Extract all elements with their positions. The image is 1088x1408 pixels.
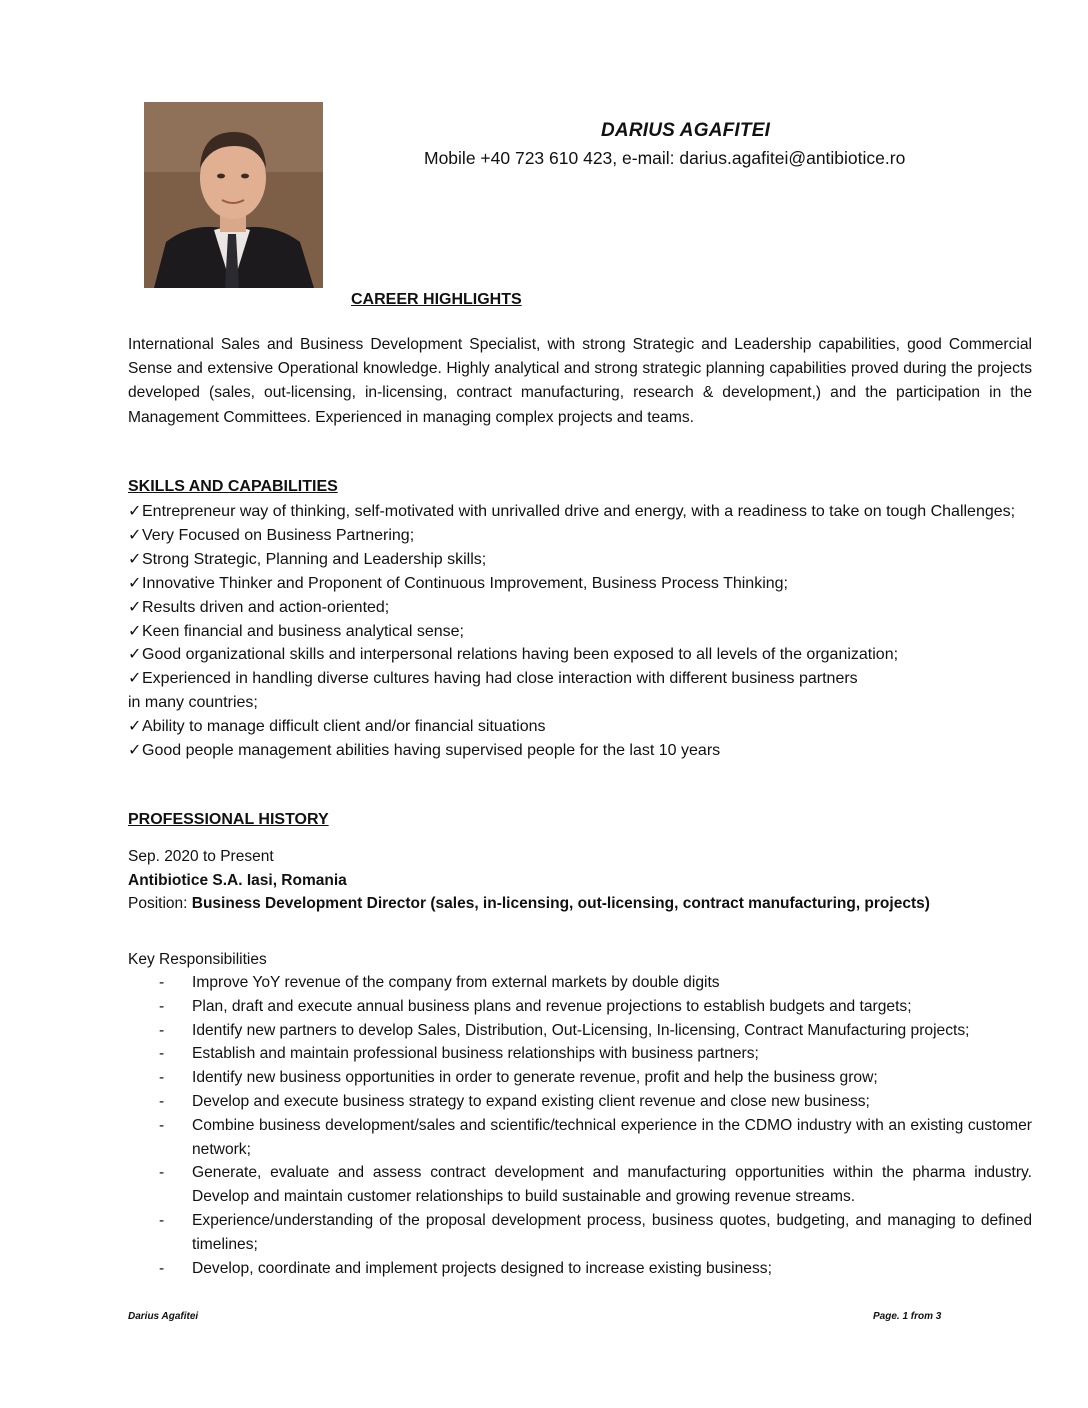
skills-heading: SKILLS AND CAPABILITIES: [128, 478, 338, 495]
list-item: [128, 500, 1038, 524]
list-item: [128, 1257, 1032, 1281]
dash-bullet: -: [159, 974, 165, 991]
contact-line: Mobile +40 723 610 423, e-mail: darius.agafitei@antibiotice.ro: [424, 148, 906, 168]
checkmark-icon: ✓: [128, 598, 142, 616]
key-responsibilities-label: Key Responsibilities: [128, 951, 267, 968]
skill-text: Results driven and action-oriented;: [142, 598, 390, 616]
dash-bullet: -: [159, 1164, 165, 1182]
responsibility-text: Experience/understanding of the proposal development process, business quotes, budgeting, and managing to defined timelines;: [192, 1211, 1032, 1253]
responsibility-text: Combine business development/sales and scientific/technical experience in the CDMO industry with an existing customer network;: [192, 1116, 1032, 1158]
job-date-range: Sep. 2020 to Present: [128, 848, 274, 865]
responsibility-text: Plan, draft and execute annual business plans and revenue projections to establish budgets and targets;: [192, 997, 912, 1015]
skill-text: Experienced in handling diverse cultures having had close interaction with different business partners: [142, 670, 858, 688]
checkmark-icon: ✓: [128, 670, 142, 688]
checkmark-icon: ✓: [128, 742, 142, 760]
position-label: Position:: [128, 895, 192, 912]
job-position: [128, 892, 948, 916]
footer-author: Darius Agafitei: [128, 1311, 199, 1322]
career-summary: International Sales and Business Development Specialist, with strong Strategic and Leadership capabilities, good Commercial Sense and extensive Operational knowledge. Highly analytical and strong strategic planning capabilities proved during the projects developed (sales, out-licensing, in-licensing, contract manufacturing, research & development,) and the participation in the Management Committees. Experienced in managing complex projects and teams.: [128, 336, 1032, 426]
list-item: [128, 1090, 1032, 1114]
list-item: [128, 643, 1038, 667]
list-item: [128, 524, 1038, 548]
list-item: [128, 1019, 1032, 1043]
responsibility-text: Develop and execute business strategy to expand existing client revenue and close new business;: [192, 1092, 870, 1110]
dash-bullet: -: [159, 997, 165, 1015]
checkmark-icon: ✓: [128, 574, 142, 592]
responsibility-text: Develop, coordinate and implement projects designed to increase existing business;: [192, 1259, 772, 1277]
list-item-continuation: [128, 691, 1038, 715]
portrait-image: [144, 102, 323, 288]
responsibility-text: Identify new partners to develop Sales, Distribution, Out-Licensing, In-licensing, Contract Manufacturing projects;: [192, 1021, 970, 1039]
position-title: Business Development Director (sales, in-licensing, out-licensing, contract manufacturing, projects): [191, 895, 930, 912]
dash-bullet: -: [159, 1021, 165, 1039]
list-item: [128, 596, 1038, 620]
dash-bullet: -: [159, 1069, 165, 1087]
dash-bullet: -: [159, 1259, 165, 1277]
candidate-name: DARIUS AGAFITEI: [601, 120, 771, 141]
list-item: [128, 995, 1032, 1019]
list-item: [128, 1114, 1032, 1162]
responsibilities-list: [128, 971, 1032, 1280]
list-item: [128, 572, 1038, 596]
skill-text: Strong Strategic, Planning and Leadership skills;: [142, 550, 487, 568]
profile-photo: [144, 102, 323, 288]
skill-text: Innovative Thinker and Proponent of Continuous Improvement, Business Process Thinking;: [142, 574, 788, 592]
list-item: [128, 1066, 1032, 1090]
checkmark-icon: ✓: [128, 550, 142, 568]
responsibility-text: Improve YoY revenue of the company from external markets by double digits: [192, 974, 720, 991]
footer-page-number: Page. 1 from 3: [873, 1311, 942, 1322]
skill-text: Entrepreneur way of thinking, self-motivated with unrivalled drive and energy, with a readiness to take on tough Challenges;: [142, 503, 1016, 520]
responsibility-text: Identify new business opportunities in order to generate revenue, profit and help the business grow;: [192, 1069, 878, 1087]
list-item: [128, 1161, 1032, 1209]
skill-text: in many countries;: [128, 694, 258, 712]
list-item: [128, 739, 1038, 763]
skill-text: Keen financial and business analytical sense;: [142, 622, 464, 640]
skills-list: [128, 500, 1038, 763]
list-item: [128, 1209, 1032, 1257]
skill-text: Good organizational skills and interpersonal relations having been exposed to all levels of the organization;: [142, 646, 899, 664]
checkmark-icon: ✓: [128, 503, 142, 520]
dash-bullet: -: [159, 1116, 165, 1134]
dash-bullet: -: [159, 1045, 165, 1063]
checkmark-icon: ✓: [128, 526, 142, 544]
list-item: [128, 971, 1032, 995]
list-item: [128, 620, 1038, 644]
checkmark-icon: ✓: [128, 622, 142, 640]
professional-history-heading: PROFESSIONAL HISTORY: [128, 811, 329, 828]
skill-text: Ability to manage difficult client and/or financial situations: [142, 718, 546, 736]
skill-text: Good people management abilities having supervised people for the last 10 years: [142, 742, 721, 760]
dash-bullet: -: [159, 1211, 165, 1229]
job-company: Antibiotice S.A. Iasi, Romania: [128, 872, 347, 889]
list-item: [128, 715, 1038, 739]
responsibility-text: Generate, evaluate and assess contract development and manufacturing opportunities within the pharma industry. Develop and maintain customer relationships to build sustainable and growing revenue streams.: [192, 1164, 1032, 1206]
responsibility-text: Establish and maintain professional business relationships with business partners;: [192, 1045, 759, 1063]
dash-bullet: -: [159, 1092, 165, 1110]
checkmark-icon: ✓: [128, 718, 142, 736]
skill-text: Very Focused on Business Partnering;: [142, 526, 415, 544]
list-item: [128, 548, 1038, 572]
career-highlights-heading: CAREER HIGHLIGHTS: [351, 291, 522, 308]
list-item: [128, 667, 1038, 691]
list-item: [128, 1042, 1032, 1066]
checkmark-icon: ✓: [128, 646, 142, 664]
